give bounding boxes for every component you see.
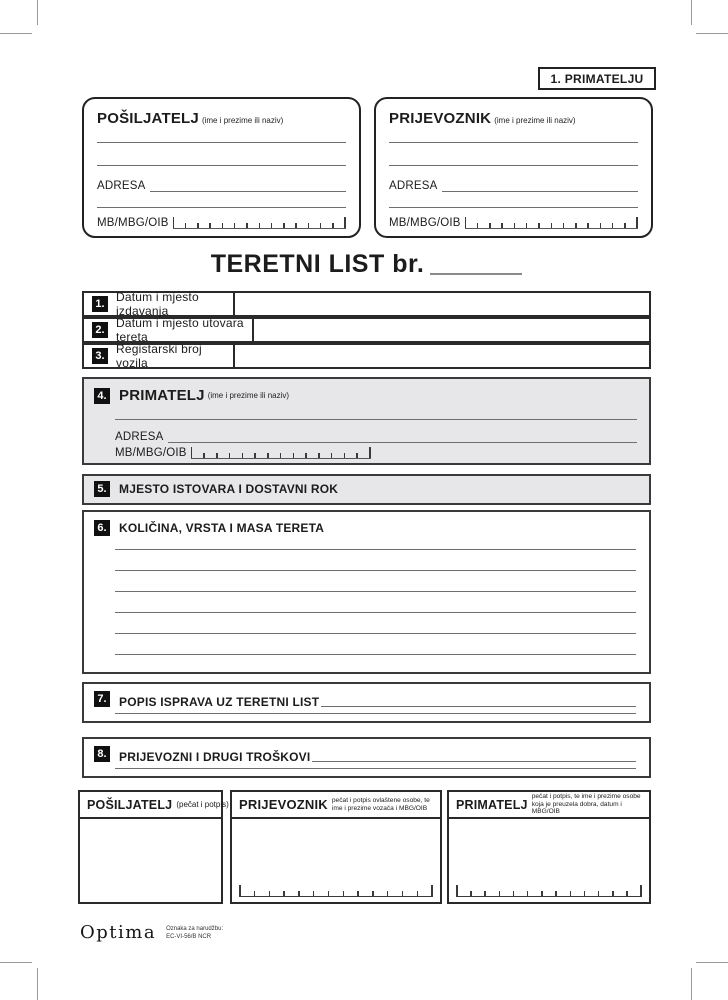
write-line	[97, 207, 346, 208]
row-label: Datum i mjesto utovara tereta	[116, 316, 244, 344]
signature-posiljatelj-box	[78, 790, 229, 904]
order-label: Oznaka za narudžbu:	[166, 926, 224, 932]
mb-label: MB/MBG/OIB	[115, 446, 187, 459]
adresa-line	[150, 190, 347, 192]
adresa-row	[389, 175, 638, 192]
section-number-badge: 7.	[94, 691, 110, 707]
mb-row	[115, 445, 637, 459]
write-line	[389, 165, 638, 166]
signature-title: POŠILJATELJ	[87, 797, 173, 812]
adresa-label: ADRESA	[115, 430, 164, 443]
row-label: Registarski broj vozila	[116, 342, 202, 370]
form-title: TERETNI LIST br.	[210, 250, 425, 278]
section-popis-isprava	[82, 682, 651, 723]
section-number-badge: 8.	[94, 746, 110, 762]
mbg-comb-field	[239, 885, 433, 897]
row-number-badge: 3.	[92, 348, 108, 364]
mbg-comb-field	[456, 885, 642, 897]
row-label: Datum i mjesto izdavanja	[116, 290, 199, 318]
row-datum-izdavanja	[82, 291, 651, 317]
adresa-line	[442, 190, 639, 192]
section8-title: PRIJEVOZNI I DRUGI TROŠKOVI	[119, 749, 311, 764]
form-title-row	[82, 252, 651, 277]
crop-mark	[696, 962, 728, 963]
mb-label: MB/MBG/OIB	[97, 216, 169, 229]
write-line	[321, 705, 636, 707]
mb-comb-field	[191, 447, 371, 459]
adresa-label: ADRESA	[389, 179, 438, 192]
crop-mark	[0, 962, 32, 963]
section4-header	[94, 387, 289, 404]
mb-comb-field	[465, 217, 638, 229]
row-registarski-broj	[82, 343, 651, 369]
write-line	[115, 591, 636, 592]
note-line1: pečat i potpis ovlaštene osobe, te	[331, 796, 430, 804]
write-line	[115, 654, 636, 655]
section-number-badge: 6.	[94, 520, 110, 536]
signature-title: PRIJEVOZNIK	[239, 797, 328, 812]
write-line	[115, 612, 636, 613]
signature-title: PRIMATELJ	[456, 797, 528, 812]
form-number-line	[430, 273, 522, 275]
crop-mark	[691, 0, 692, 25]
signature-header	[449, 792, 649, 819]
note-line1: pečat i potpis, te ime i prezime osobe	[531, 793, 641, 801]
write-line	[389, 207, 638, 208]
section8-header	[94, 746, 636, 764]
section-troskovi	[82, 737, 651, 778]
section-kolicina	[82, 510, 651, 674]
section-number-badge: 5.	[94, 481, 110, 497]
section4-title: PRIMATELJ	[119, 387, 205, 404]
section6-title: KOLIČINA, VRSTA I MASA TERETA	[119, 521, 325, 535]
row-datum-utovara	[82, 317, 651, 343]
write-line	[115, 549, 636, 550]
write-line	[115, 633, 636, 634]
write-line	[97, 142, 346, 143]
crop-mark	[0, 33, 32, 34]
prijevoznik-header	[389, 110, 576, 128]
row-value-cell	[233, 293, 649, 315]
mb-label: MB/MBG/OIB	[389, 216, 461, 229]
section5-header	[94, 481, 338, 497]
write-line	[312, 760, 636, 762]
order-code-text	[166, 926, 223, 942]
signature-note: (pečat i potpis)	[176, 800, 229, 809]
signature-prijevoznik-box	[230, 790, 442, 904]
mb-comb-field	[173, 217, 346, 229]
signature-primatelj-box	[447, 790, 651, 904]
section4-note: (ime i prezime ili naziv)	[207, 391, 290, 400]
write-line	[115, 768, 636, 769]
adresa-line	[168, 441, 638, 443]
signature-note	[332, 797, 430, 812]
prijevoznik-box	[374, 97, 653, 238]
write-line	[115, 570, 636, 571]
adresa-row	[97, 175, 346, 192]
note-line2: ime i prezime vozača i MBG/OIB	[331, 804, 428, 812]
posiljatelj-box	[82, 97, 361, 238]
posiljatelj-note: (ime i prezime ili naziv)	[201, 116, 284, 125]
section6-header	[94, 520, 324, 536]
row-value-cell	[252, 319, 649, 341]
crop-mark	[691, 968, 692, 1000]
mb-row	[389, 216, 638, 229]
crop-mark	[37, 968, 38, 1000]
order-code: EC-VI-56/B NCR	[166, 933, 212, 940]
prijevoznik-note: (ime i prezime ili naziv)	[494, 116, 576, 125]
adresa-row	[115, 427, 637, 443]
row-value-cell	[233, 345, 649, 367]
posiljatelj-title: POŠILJATELJ	[97, 110, 199, 127]
prijevoznik-title: PRIJEVOZNIK	[389, 110, 492, 127]
footer	[80, 924, 223, 942]
write-line	[115, 419, 637, 420]
row-number-badge: 2.	[92, 322, 108, 338]
signature-header	[232, 792, 440, 819]
note-line2: koja je preuzela dobra, datum i MBG/OIB	[531, 800, 622, 816]
printer-brand-logo: Optima	[80, 922, 157, 943]
section7-header	[94, 691, 636, 709]
adresa-label: ADRESA	[97, 179, 146, 192]
copy-number-label: 1. PRIMATELJU	[550, 71, 644, 86]
write-line	[115, 713, 636, 714]
section7-title: POPIS ISPRAVA UZ TERETNI LIST	[119, 694, 320, 709]
section-mjesto-istovara	[82, 474, 651, 505]
crop-mark	[37, 0, 38, 25]
mb-row	[97, 216, 346, 229]
row-number-badge: 1.	[92, 296, 108, 312]
crop-mark	[696, 33, 728, 34]
posiljatelj-header	[97, 110, 283, 128]
copy-number-badge	[538, 67, 656, 90]
section-primatelj	[82, 377, 651, 465]
write-line	[389, 142, 638, 143]
section-number-badge: 4.	[94, 388, 110, 404]
section5-title: MJESTO ISTOVARA I DOSTAVNI ROK	[119, 482, 339, 496]
write-line	[97, 165, 346, 166]
signature-header	[80, 792, 229, 819]
signature-note	[532, 793, 645, 816]
